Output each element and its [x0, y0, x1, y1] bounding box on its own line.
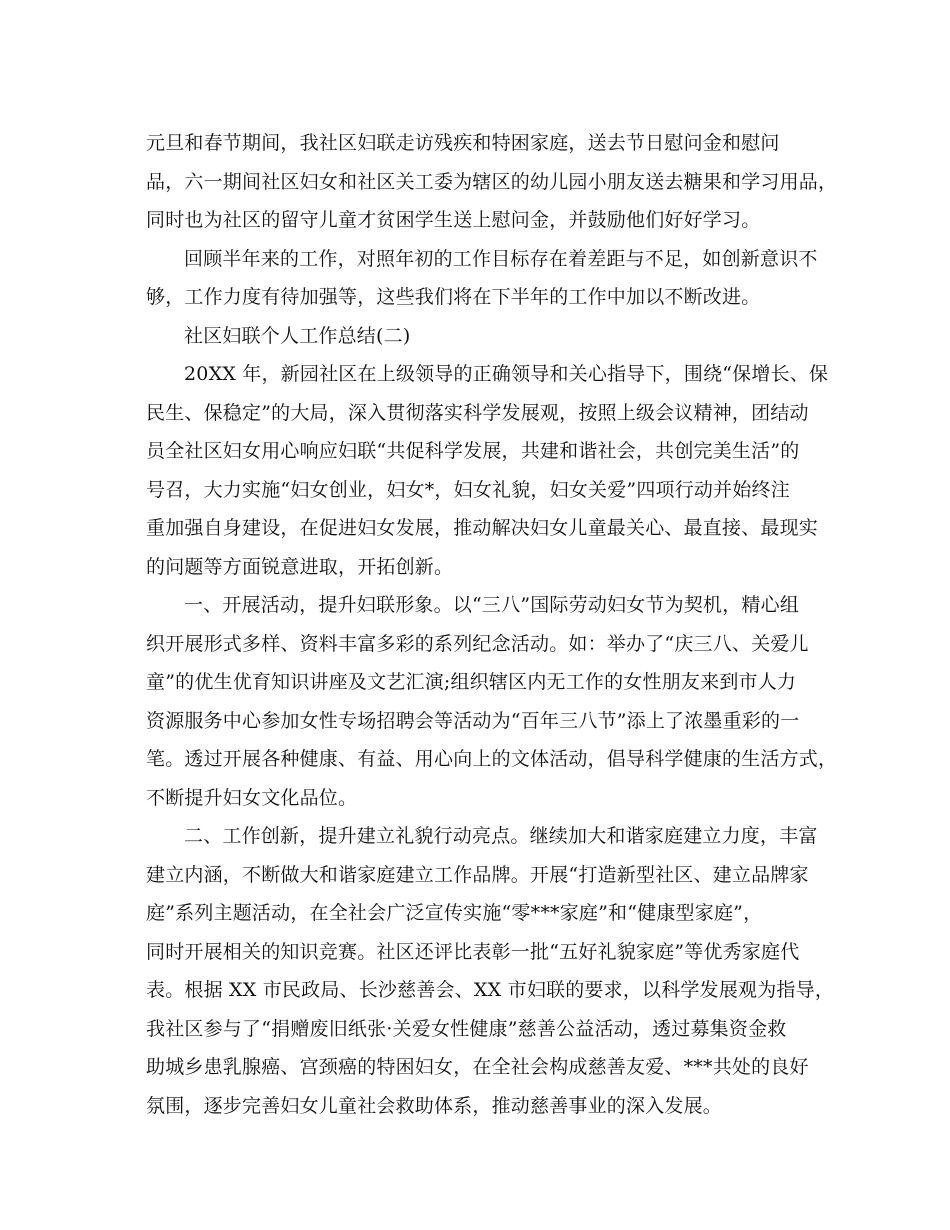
text-line: 够，工作力度有待加强等，这些我们将在下半年的工作中加以不断改进。: [146, 286, 761, 308]
text-line: 民生、保稳定”的大局，深入贯彻落实科学发展观，按照上级会议精神，团结动: [146, 401, 809, 424]
text-line: 资源服务中心参加女性专场招聘会等活动为“百年三八节”添上了浓墨重彩的一: [146, 709, 800, 732]
text-line: 20XX 年，新园社区在上级领导的正确领导和关心指导下，围绕“保增长、保: [184, 363, 829, 385]
text-line: 不断提升妇女文化品位。: [146, 786, 358, 809]
text-line: 品，六一期间社区妇女和社区关工委为辖区的幼儿园小朋友送去糖果和学习用品，: [146, 170, 838, 193]
text-line: 员全社区妇女用心响应妇联“共促科学发展，共建和谐社会，共创完美生活”的: [146, 440, 800, 462]
text-line: 元旦和春节期间，我社区妇联走访残疾和特困家庭，送去节日慰问金和慰问: [146, 132, 780, 154]
text-line: 我社区参与了“捐赠废旧纸张·关爱女性健康”慈善公益活动，透过募集资金救: [146, 1017, 787, 1040]
text-line: 童”的优生优育知识讲座及文艺汇演;组织辖区内无工作的女性朋友来到市人力: [146, 671, 797, 693]
text-line: 建立内涵，不断做大和谐家庭建立工作品牌。开展“打造新型社区、建立品牌家: [146, 863, 809, 886]
text-line: 回顾半年来的工作，对照年初的工作目标存在着差距与不足，如创新意识不: [184, 247, 818, 270]
text-line: 的问题等方面锐意进取，开拓创新。: [146, 555, 454, 578]
text-line: 号召，大力实施“妇女创业，妇女*，妇女礼貌，妇女关爱”四项行动并始终注: [146, 478, 790, 501]
text-line: 织开展形式多样、资料丰富多彩的系列纪念活动。如：举办了“庆三八、关爱儿: [146, 632, 809, 655]
section-heading: 社区妇联个人工作总结(二): [184, 324, 411, 347]
text-line: 重加强自身建设，在促进妇女发展，推动解决妇女儿童最关心、最直接、最现实: [146, 517, 819, 539]
text-line: 助城乡患乳腺癌、宫颈癌的特困妇女，在全社会构成慈善友爱、***共处的良好: [146, 1056, 809, 1078]
text-line: 庭”系列主题活动，在全社会广泛宣传实施“零***家庭”和“健康型家庭”，: [146, 902, 763, 924]
text-line: 同时也为社区的留守儿童才贫困学生送上慰问金，并鼓励他们好好学习。: [146, 209, 761, 231]
text-line: 笔。透过开展各种健康、有益、用心向上的文体活动，倡导科学健康的生活方式，: [146, 748, 838, 770]
document-body: [146, 124, 838, 1125]
text-line: 二、工作创新，提升建立礼貌行动亮点。继续加大和谐家庭建立力度，丰富: [184, 825, 818, 847]
text-line: 一、开展活动，提升妇联形象。以“三八”国际劳动妇女节为契机，精心组: [184, 594, 800, 616]
text-line: 同时开展相关的知识竞赛。社区还评比表彰一批“五好礼貌家庭”等优秀家庭代: [146, 940, 800, 963]
text-line: 表。根据 XX 市民政局、长沙慈善会、XX 市妇联的要求，以科学发展观为指导，: [146, 979, 835, 1001]
text-line: 氛围，逐步完善妇女儿童社会救助体系，推动慈善事业的深入发展。: [146, 1094, 723, 1117]
